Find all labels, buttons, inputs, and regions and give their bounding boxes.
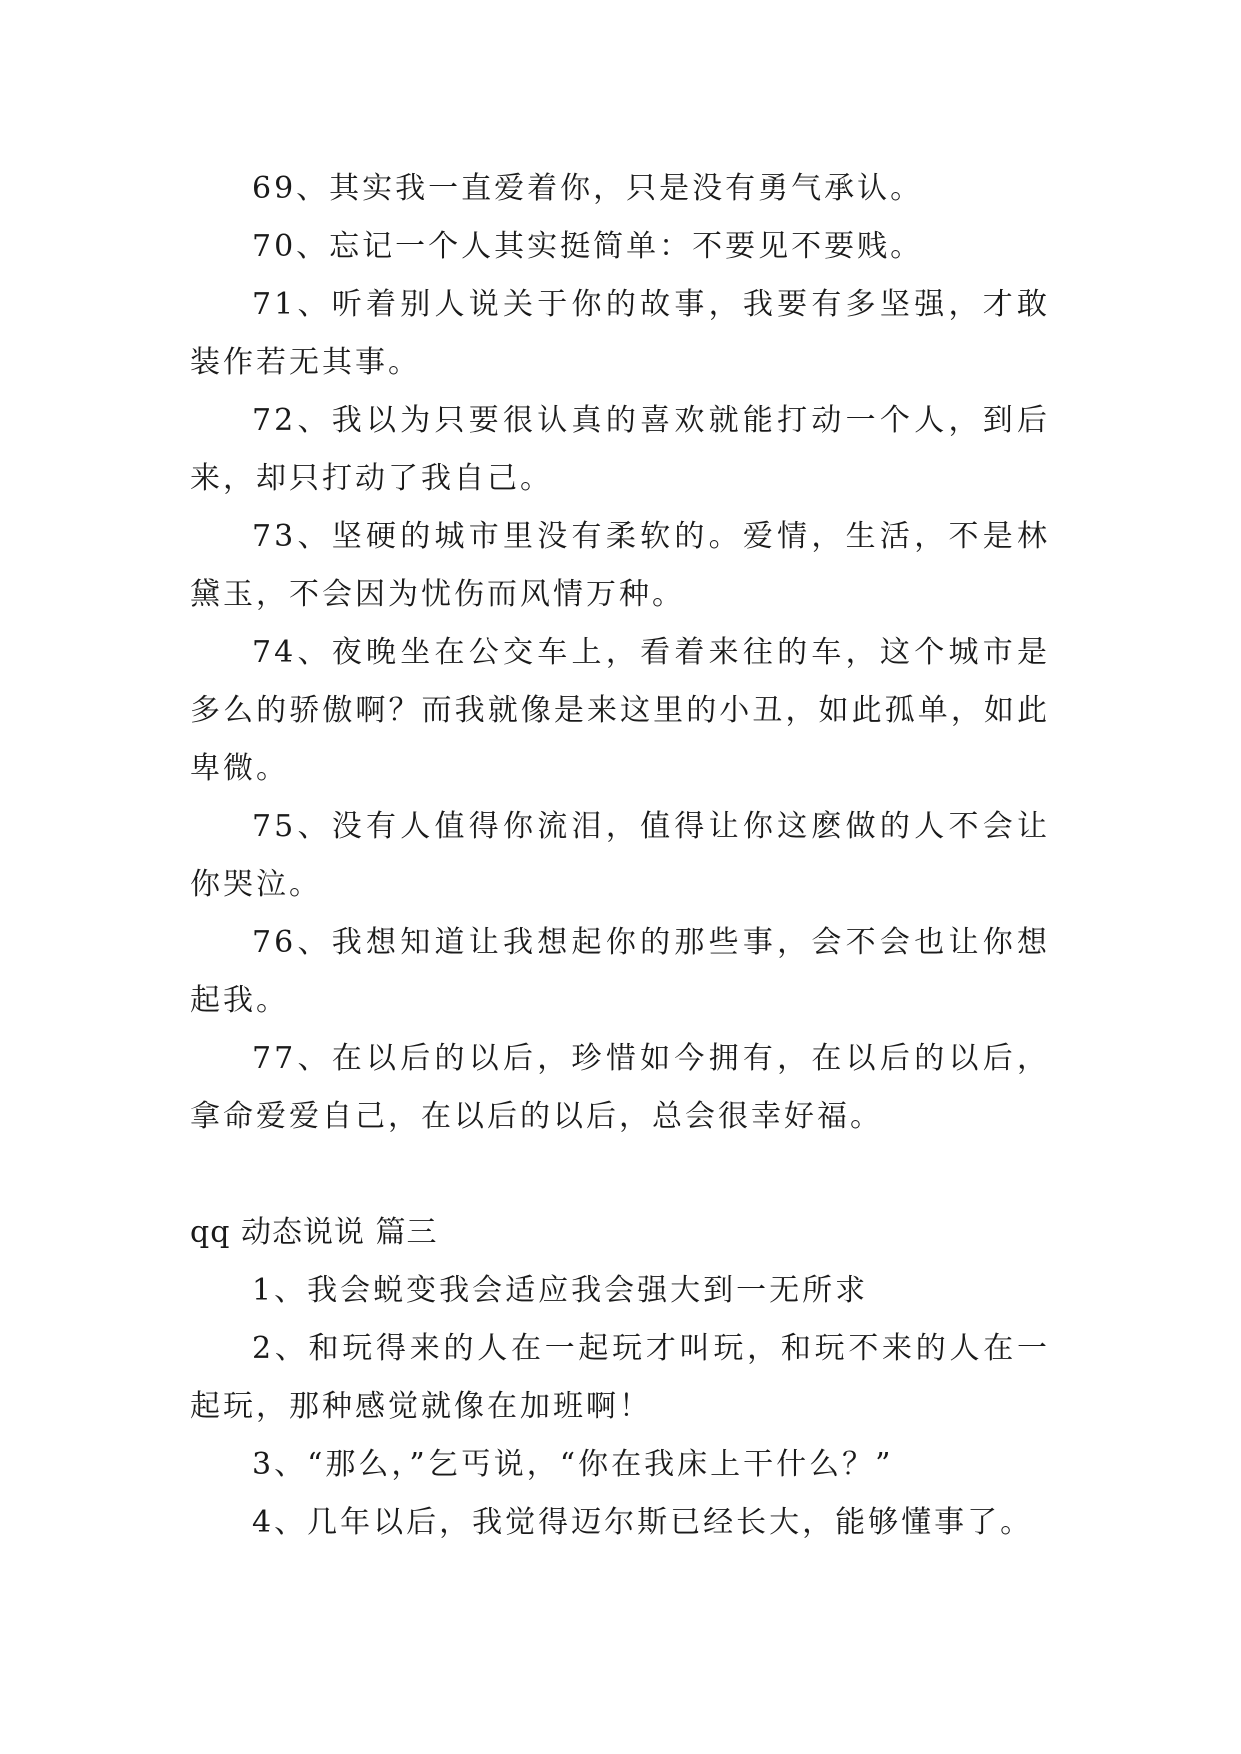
paragraph-69: 69、其实我一直爱着你，只是没有勇气承认。 <box>252 171 924 206</box>
paragraph-75: 75、没有人值得你流泪，值得让你这麽做的人不会让你哭泣。 <box>190 809 1050 902</box>
document-body <box>190 160 1050 1552</box>
paragraph-73: 73、坚硬的城市里没有柔软的。爱情，生活，不是林黛玉，不会因为忧伤而风情万种。 <box>190 519 1050 612</box>
paragraph-72: 72、我以为只要很认真的喜欢就能打动一个人，到后来，却只打动了我自己。 <box>190 403 1050 496</box>
paragraph-74: 74、夜晚坐在公交车上，看着来往的车，这个城市是多么的骄傲啊？而我就像是来这里的小丑，如此孤单，如此卑微。 <box>190 635 1050 786</box>
paragraph-71: 71、听着别人说关于你的故事，我要有多坚强，才敢装作若无其事。 <box>190 287 1050 380</box>
paragraph-76: 76、我想知道让我想起你的那些事，会不会也让你想起我。 <box>190 925 1050 1018</box>
paragraph-3: 3、“那么，”乞丐说，“你在我床上干什么？” <box>252 1447 894 1482</box>
paragraph-77: 77、在以后的以后，珍惜如今拥有，在以后的以后，拿命爱爱自己，在以后的以后，总会很幸好福。 <box>190 1041 1050 1134</box>
paragraph-4: 4、几年以后，我觉得迈尔斯已经长大，能够懂事了。 <box>252 1505 1034 1540</box>
paragraph-70: 70、忘记一个人其实挺简单：不要见不要贱。 <box>252 229 924 264</box>
paragraph-1: 1、我会蜕变我会适应我会强大到一无所求 <box>252 1273 869 1308</box>
section-heading: qq 动态说说 篇三 <box>190 1215 438 1250</box>
paragraph-2: 2、和玩得来的人在一起玩才叫玩，和玩不来的人在一起玩，那种感觉就像在加班啊！ <box>190 1331 1050 1424</box>
